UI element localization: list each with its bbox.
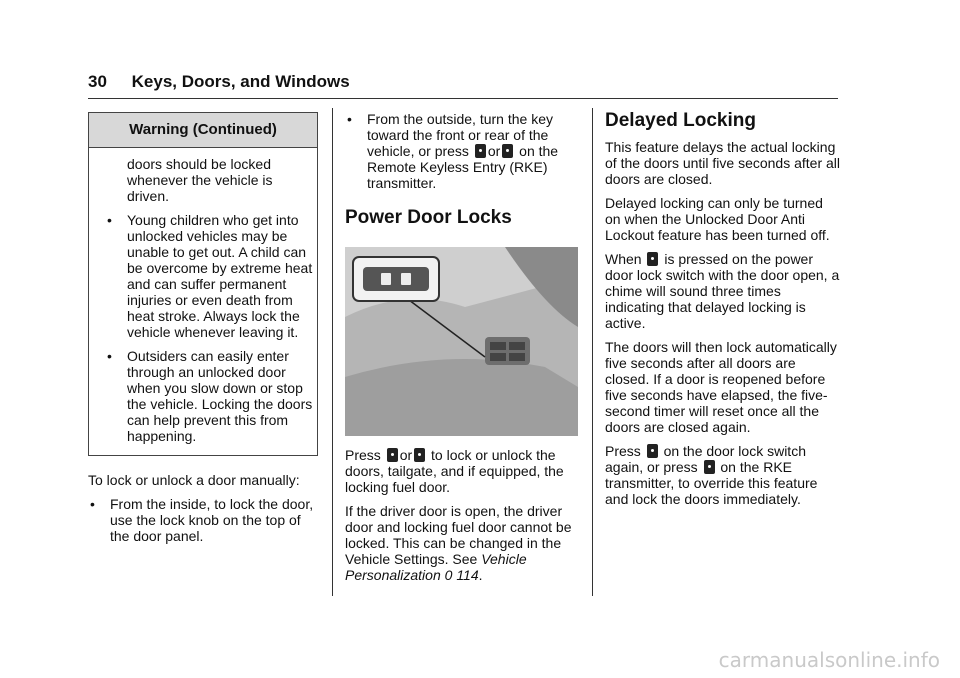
unlock-icon <box>414 448 425 462</box>
inside-lock-bullet: • From the inside, to lock the door, use the lock knob on the top of the door panel. <box>90 496 314 544</box>
page-ref-arrow: 0 <box>444 567 453 583</box>
column-2-text <box>345 447 581 591</box>
lock-icon <box>647 444 658 458</box>
unlock-icon <box>475 144 486 158</box>
power-door-locks-heading: Power Door Locks <box>345 207 512 228</box>
press-lock-paragraph: Press or to lock or unlock the doors, tailgate, and if equipped, the locking fuel door. <box>345 447 564 495</box>
lock-icon <box>502 144 513 158</box>
manual-lock-intro: To lock or unlock a door manually: <box>88 472 300 488</box>
page-number: 30 <box>88 72 107 91</box>
lock-icon <box>647 252 658 266</box>
warning-bullet: • Young children who get into unlocked vehicles may be unable to get out. A child can be overcome by extreme heat and can suffer permanent injuries or even death from heat stroke. Always lock the vehicle whenever leaving it. <box>107 212 313 340</box>
column-1-text <box>88 472 324 552</box>
warning-bullet: • Outsiders can easily enter through an unlocked door when you slow down or stop the vehicle. Locking the doors can help prevent this from happening. <box>107 348 313 444</box>
delayed-p5: Press on the door lock switch again, or press on the RKE transmitter, to override this feature and lock the doors immediately. <box>605 443 818 507</box>
lock-icon <box>387 448 398 462</box>
page-ref-number[interactable]: 114 <box>456 567 479 583</box>
warning-title: Warning (Continued) <box>89 113 317 148</box>
section-title: Keys, Doors, and Windows <box>131 72 350 91</box>
delayed-p3: When is pressed on the power door lock switch with the door open, a chime will sound three times indicating that delayed locking is active. <box>605 251 840 331</box>
vehicle-personalization-link[interactable]: Vehicle Personalization <box>345 551 527 583</box>
column-divider <box>332 108 333 596</box>
watermark: carmanualsonline.info <box>718 648 940 672</box>
header-rule <box>88 98 838 99</box>
warning-continued-text: doors should be locked whenever the vehicle is driven. <box>127 156 273 204</box>
page-header <box>88 72 350 92</box>
delayed-p2: Delayed locking can only be turned on when the Unlocked Door Anti Lockout feature has been turned off. <box>605 195 830 243</box>
delayed-locking-heading: Delayed Locking <box>605 110 756 131</box>
column-divider <box>592 108 593 596</box>
lock-icon <box>704 460 715 474</box>
delayed-p4: The doors will then lock automatically five seconds after all doors are closed. If a door is reopened before five seconds have elapsed, the five-second timer will reset once all the doors are closed again. <box>605 339 837 435</box>
driver-door-paragraph: If the driver door is open, the driver door and locking fuel door cannot be locked. This can be changed in the Vehicle Settings. See Vehicle Personalization 0 114. <box>345 503 572 583</box>
column-3-text <box>605 139 841 515</box>
outside-lock-bullet: • From the outside, turn the key toward the front or rear of the vehicle, or press or on the Remote Keyless Entry (RKE) transmitter. <box>347 111 559 191</box>
delayed-p1: This feature delays the actual locking of the doors until five seconds after all doors are closed. <box>605 139 841 187</box>
warning-box <box>88 112 318 456</box>
door-lock-switch-photo <box>345 247 578 436</box>
